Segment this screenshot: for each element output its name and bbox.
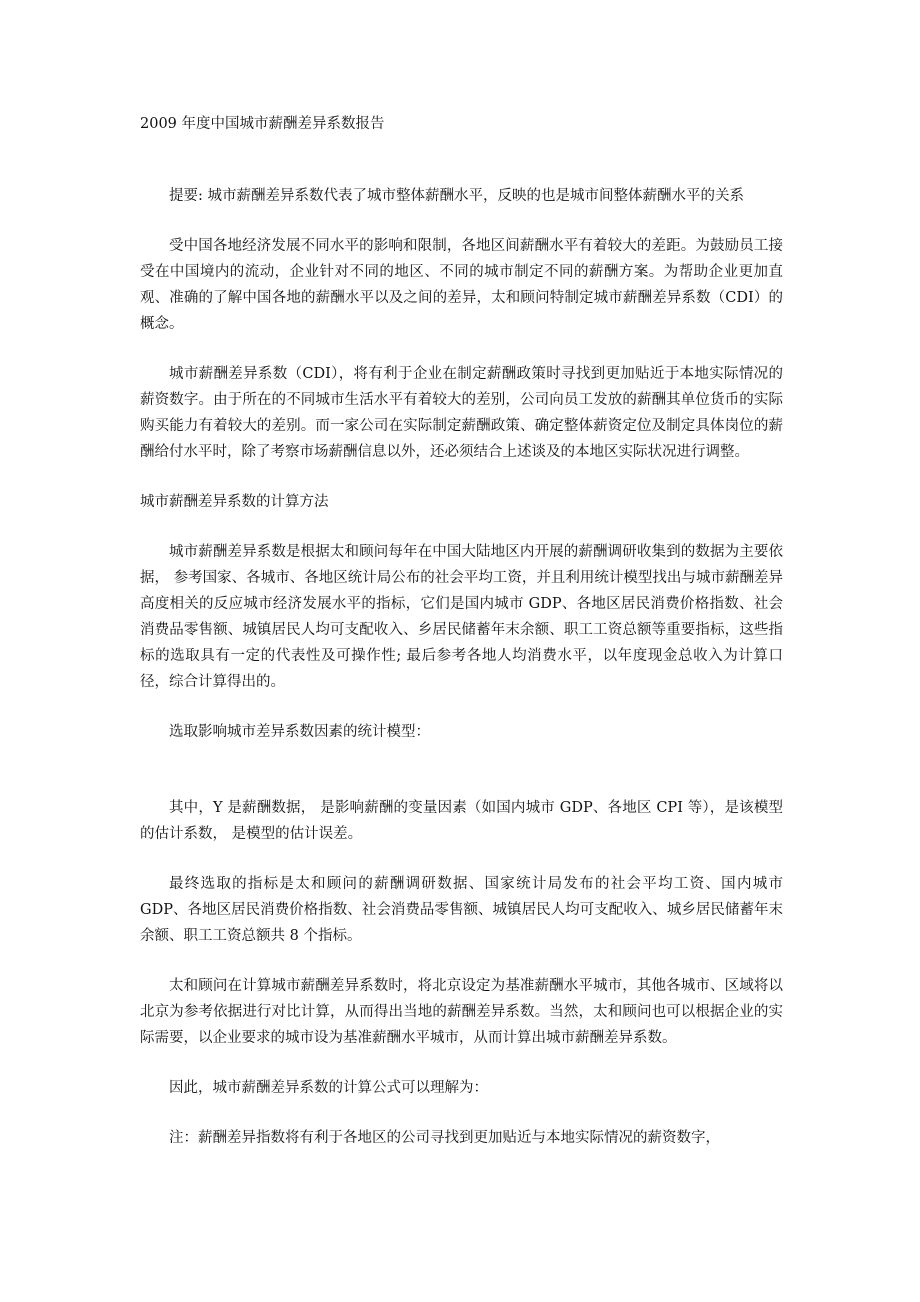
abstract-paragraph: 提要: 城市薪酬差异系数代表了城市整体薪酬水平，反映的也是城市间整体薪酬水平的关系 [169,188,744,204]
body-paragraph: 其中，Y 是薪酬数据， 是影响薪酬的变量因素（如国内城市 GDP、各地区 CPI 等），是该模型的估计系数， 是模型的估计误差。 [140,800,783,842]
section-heading: 城市薪酬差异系数的计算方法 [140,494,329,510]
document-body [140,111,783,1151]
body-paragraph: 城市薪酬差异系数（CDI），将有利于企业在制定薪酬政策时寻找到更加贴近于本地实际情况的薪资数字。由于所在的不同城市生活水平有着较大的差别，公司向员工发放的薪酬其单位货币的实际购买能力有着较大的差别。而一家公司在实际制定薪酬政策、确定整体薪资定位及制定具体岗位的薪酬给付水平时，除了考察市场薪酬信息以外，还必须结合上述谈及的本地区实际状况进行调整。 [140,366,783,460]
note-paragraph: 注：薪酬差异指数将有利于各地区的公司寻找到更加贴近与本地实际情况的薪资数字， [169,1130,720,1146]
body-paragraph: 受中国各地经济发展不同水平的影响和限制，各地区间薪酬水平有着较大的差距。为鼓励员工接受在中国境内的流动，企业针对不同的地区、不同的城市制定不同的薪酬方案。为帮助企业更加直观、准确的了解中国各地的薪酬水平以及之间的差异，太和顾问特制定城市薪酬差异系数（CDI）的概念。 [140,238,783,332]
body-paragraph: 最终选取的指标是太和顾问的薪酬调研数据、国家统计局发布的社会平均工资、国内城市 GDP、各地区居民消费价格指数、社会消费品零售额、城镇居民人均可支配收入、城乡居民储蓄年末余额、职工工资总额共 8 个指标。 [140,876,783,944]
body-paragraph: 选取影响城市差异系数因素的统计模型： [169,724,430,740]
body-paragraph: 太和顾问在计算城市薪酬差异系数时，将北京设定为基准薪酬水平城市，其他各城市、区域将以北京为参考依据进行对比计算，从而得出当地的薪酬差异系数。当然，太和顾问也可以根据企业的实际需要，以企业要求的城市设为基准薪酬水平城市，从而计算出城市薪酬差异系数。 [140,978,783,1046]
body-paragraph: 城市薪酬差异系数是根据太和顾问每年在中国大陆地区内开展的薪酬调研收集到的数据为主要依据， 参考国家、各城市、各地区统计局公布的社会平均工资，并且利用统计模型找出与城市薪酬差异高度相关的反应城市经济发展水平的指标，它们是国内城市 GDP、各地区居民消费价格指数、社会消费品零售额、城镇居民人均可支配收入、乡居民储蓄年末余额、职工工资总额等重要指标，这些指标的选取具有一定的代表性及可操作性; 最后参考各地人均消费水平，以年度现金总收入为计算口径，综合计算得出的。 [140,544,783,690]
body-paragraph: 因此，城市薪酬差异系数的计算公式可以理解为： [169,1080,488,1096]
document-title: 2009 年度中国城市薪酬差异系数报告 [140,116,385,132]
